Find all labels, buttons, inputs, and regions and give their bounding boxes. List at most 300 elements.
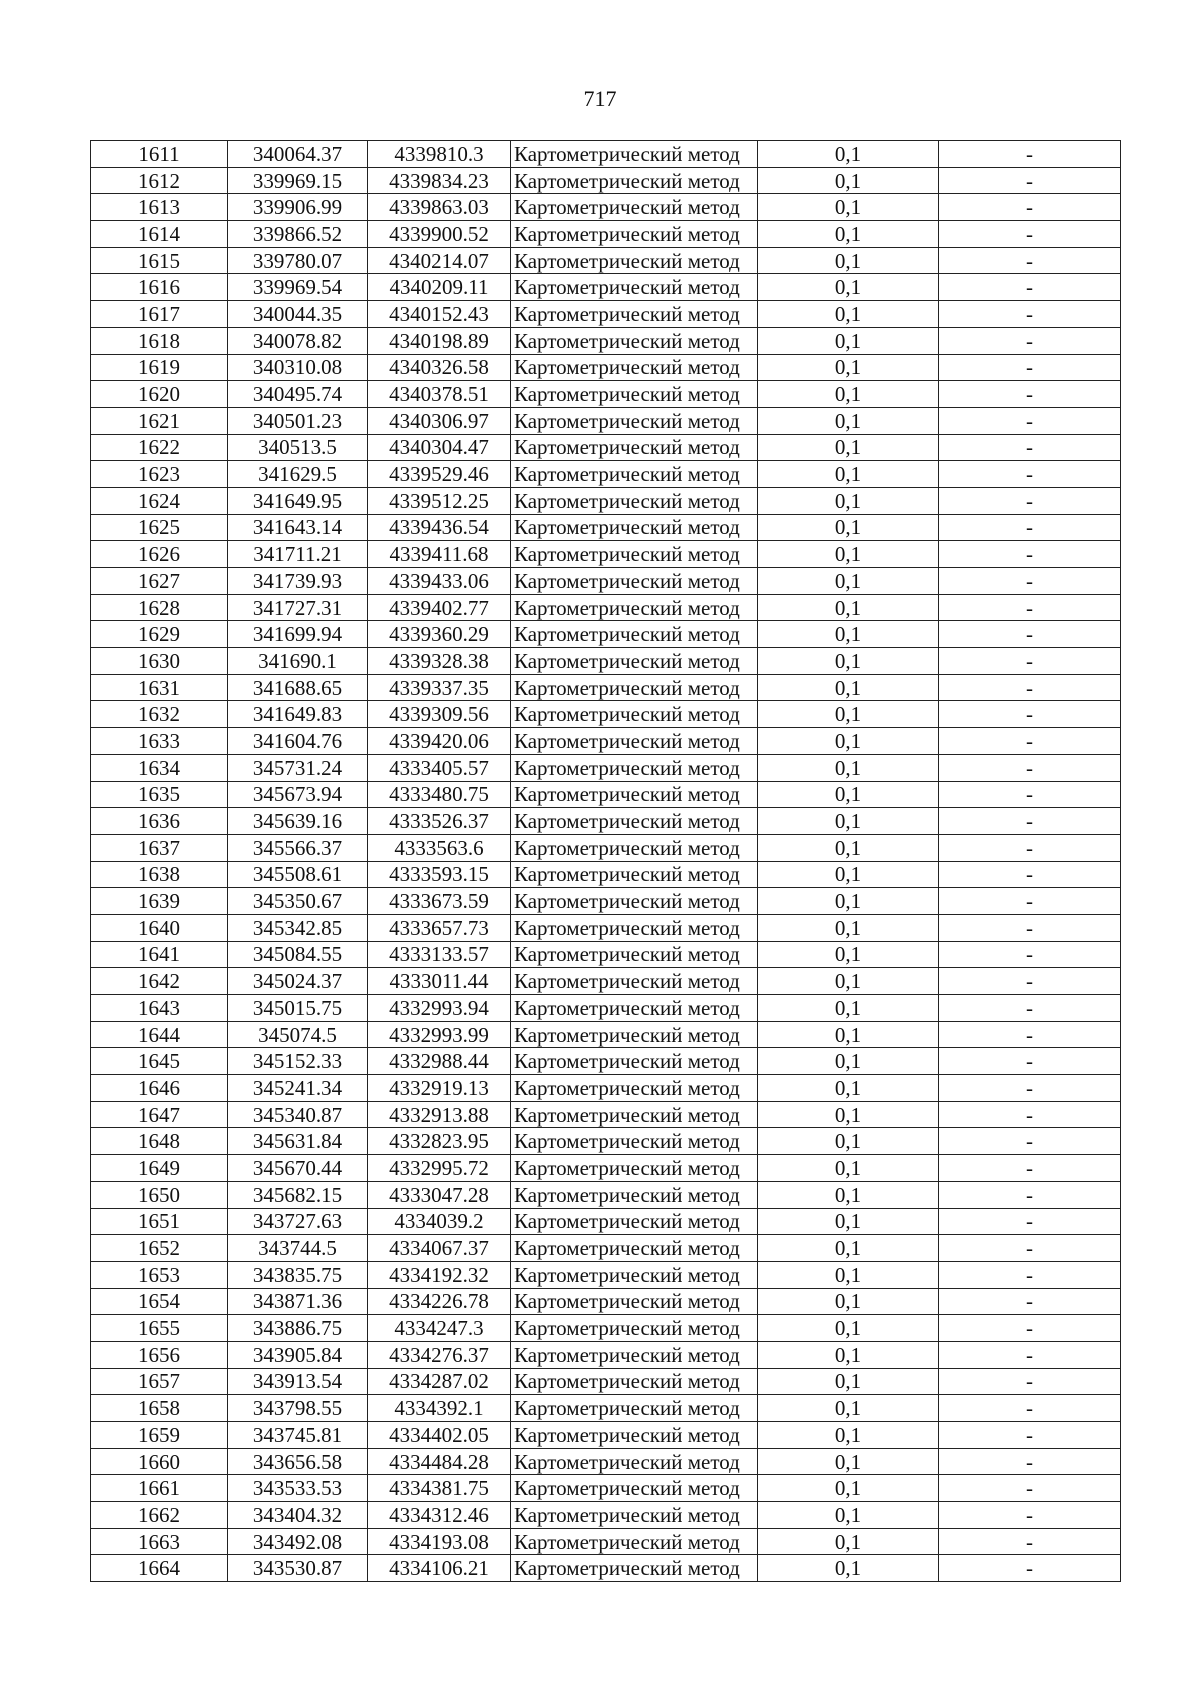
table-row	[91, 167, 1121, 194]
method-cell: Картометрический метод	[511, 434, 758, 461]
point-number-cell: 1625	[91, 514, 228, 541]
method-cell: Картометрический метод	[511, 1101, 758, 1128]
method-cell: Картометрический метод	[511, 1395, 758, 1422]
point-number-cell: 1633	[91, 728, 228, 755]
table-row	[91, 621, 1121, 648]
accuracy-cell: 0,1	[758, 1181, 939, 1208]
note-cell: -	[939, 274, 1121, 301]
note-cell: -	[939, 1395, 1121, 1422]
accuracy-cell: 0,1	[758, 327, 939, 354]
y-coordinate-cell: 4332993.99	[368, 1021, 511, 1048]
note-cell: -	[939, 861, 1121, 888]
x-coordinate-cell: 345566.37	[228, 834, 368, 861]
point-number-cell: 1620	[91, 381, 228, 408]
y-coordinate-cell: 4332988.44	[368, 1048, 511, 1075]
note-cell: -	[939, 808, 1121, 835]
accuracy-cell: 0,1	[758, 514, 939, 541]
point-number-cell: 1643	[91, 995, 228, 1022]
y-coordinate-cell: 4340209.11	[368, 274, 511, 301]
y-coordinate-cell: 4339309.56	[368, 701, 511, 728]
note-cell: -	[939, 194, 1121, 221]
y-coordinate-cell: 4333405.57	[368, 754, 511, 781]
accuracy-cell: 0,1	[758, 1128, 939, 1155]
x-coordinate-cell: 341604.76	[228, 728, 368, 755]
accuracy-cell: 0,1	[758, 568, 939, 595]
point-number-cell: 1655	[91, 1315, 228, 1342]
x-coordinate-cell: 345670.44	[228, 1155, 368, 1182]
table-row	[91, 1555, 1121, 1582]
accuracy-cell: 0,1	[758, 1422, 939, 1449]
method-cell: Картометрический метод	[511, 941, 758, 968]
accuracy-cell: 0,1	[758, 728, 939, 755]
y-coordinate-cell: 4333563.6	[368, 834, 511, 861]
point-number-cell: 1640	[91, 914, 228, 941]
table-row	[91, 1075, 1121, 1102]
point-number-cell: 1613	[91, 194, 228, 221]
x-coordinate-cell: 340501.23	[228, 407, 368, 434]
table-row	[91, 194, 1121, 221]
table-row	[91, 434, 1121, 461]
table-row	[91, 354, 1121, 381]
method-cell: Картометрический метод	[511, 1422, 758, 1449]
accuracy-cell: 0,1	[758, 781, 939, 808]
table-row	[91, 1128, 1121, 1155]
note-cell: -	[939, 1128, 1121, 1155]
point-number-cell: 1611	[91, 141, 228, 168]
point-number-cell: 1647	[91, 1101, 228, 1128]
table-row	[91, 594, 1121, 621]
note-cell: -	[939, 221, 1121, 248]
accuracy-cell: 0,1	[758, 888, 939, 915]
note-cell: -	[939, 407, 1121, 434]
accuracy-cell: 0,1	[758, 1235, 939, 1262]
method-cell: Картометрический метод	[511, 1075, 758, 1102]
point-number-cell: 1626	[91, 541, 228, 568]
method-cell: Картометрический метод	[511, 194, 758, 221]
note-cell: -	[939, 701, 1121, 728]
table-row	[91, 514, 1121, 541]
note-cell: -	[939, 1021, 1121, 1048]
method-cell: Картометрический метод	[511, 1235, 758, 1262]
accuracy-cell: 0,1	[758, 968, 939, 995]
x-coordinate-cell: 345241.34	[228, 1075, 368, 1102]
y-coordinate-cell: 4334392.1	[368, 1395, 511, 1422]
note-cell: -	[939, 1368, 1121, 1395]
note-cell: -	[939, 995, 1121, 1022]
method-cell: Картометрический метод	[511, 995, 758, 1022]
table-row	[91, 1315, 1121, 1342]
point-number-cell: 1624	[91, 487, 228, 514]
accuracy-cell: 0,1	[758, 674, 939, 701]
y-coordinate-cell: 4334226.78	[368, 1288, 511, 1315]
note-cell: -	[939, 1528, 1121, 1555]
note-cell: -	[939, 1341, 1121, 1368]
note-cell: -	[939, 728, 1121, 755]
note-cell: -	[939, 1235, 1121, 1262]
point-number-cell: 1650	[91, 1181, 228, 1208]
method-cell: Картометрический метод	[511, 1368, 758, 1395]
note-cell: -	[939, 648, 1121, 675]
accuracy-cell: 0,1	[758, 1315, 939, 1342]
y-coordinate-cell: 4339863.03	[368, 194, 511, 221]
point-number-cell: 1630	[91, 648, 228, 675]
note-cell: -	[939, 1315, 1121, 1342]
x-coordinate-cell: 345152.33	[228, 1048, 368, 1075]
y-coordinate-cell: 4332913.88	[368, 1101, 511, 1128]
note-cell: -	[939, 941, 1121, 968]
table-row	[91, 1208, 1121, 1235]
point-number-cell: 1654	[91, 1288, 228, 1315]
y-coordinate-cell: 4334193.08	[368, 1528, 511, 1555]
accuracy-cell: 0,1	[758, 594, 939, 621]
accuracy-cell: 0,1	[758, 834, 939, 861]
accuracy-cell: 0,1	[758, 1475, 939, 1502]
accuracy-cell: 0,1	[758, 1502, 939, 1529]
y-coordinate-cell: 4339337.35	[368, 674, 511, 701]
accuracy-cell: 0,1	[758, 1155, 939, 1182]
accuracy-cell: 0,1	[758, 541, 939, 568]
note-cell: -	[939, 1101, 1121, 1128]
method-cell: Картометрический метод	[511, 167, 758, 194]
method-cell: Картометрический метод	[511, 968, 758, 995]
point-number-cell: 1664	[91, 1555, 228, 1582]
y-coordinate-cell: 4333133.57	[368, 941, 511, 968]
table-row	[91, 1395, 1121, 1422]
note-cell: -	[939, 461, 1121, 488]
accuracy-cell: 0,1	[758, 1101, 939, 1128]
y-coordinate-cell: 4339900.52	[368, 221, 511, 248]
method-cell: Картометрический метод	[511, 327, 758, 354]
point-number-cell: 1645	[91, 1048, 228, 1075]
y-coordinate-cell: 4334067.37	[368, 1235, 511, 1262]
accuracy-cell: 0,1	[758, 354, 939, 381]
x-coordinate-cell: 343530.87	[228, 1555, 368, 1582]
x-coordinate-cell: 339866.52	[228, 221, 368, 248]
y-coordinate-cell: 4333011.44	[368, 968, 511, 995]
note-cell: -	[939, 354, 1121, 381]
accuracy-cell: 0,1	[758, 1555, 939, 1582]
method-cell: Картометрический метод	[511, 407, 758, 434]
x-coordinate-cell: 343905.84	[228, 1341, 368, 1368]
accuracy-cell: 0,1	[758, 1021, 939, 1048]
method-cell: Картометрический метод	[511, 674, 758, 701]
y-coordinate-cell: 4334287.02	[368, 1368, 511, 1395]
x-coordinate-cell: 341690.1	[228, 648, 368, 675]
x-coordinate-cell: 345508.61	[228, 861, 368, 888]
table-row	[91, 274, 1121, 301]
point-number-cell: 1638	[91, 861, 228, 888]
accuracy-cell: 0,1	[758, 1395, 939, 1422]
x-coordinate-cell: 341688.65	[228, 674, 368, 701]
y-coordinate-cell: 4339402.77	[368, 594, 511, 621]
accuracy-cell: 0,1	[758, 141, 939, 168]
y-coordinate-cell: 4334381.75	[368, 1475, 511, 1502]
accuracy-cell: 0,1	[758, 621, 939, 648]
y-coordinate-cell: 4332995.72	[368, 1155, 511, 1182]
y-coordinate-cell: 4334276.37	[368, 1341, 511, 1368]
x-coordinate-cell: 341649.95	[228, 487, 368, 514]
y-coordinate-cell: 4339529.46	[368, 461, 511, 488]
method-cell: Картометрический метод	[511, 1555, 758, 1582]
table-row	[91, 1475, 1121, 1502]
table-row	[91, 1261, 1121, 1288]
point-number-cell: 1651	[91, 1208, 228, 1235]
y-coordinate-cell: 4340306.97	[368, 407, 511, 434]
table-row	[91, 888, 1121, 915]
method-cell: Картометрический метод	[511, 141, 758, 168]
x-coordinate-cell: 341739.93	[228, 568, 368, 595]
y-coordinate-cell: 4333593.15	[368, 861, 511, 888]
note-cell: -	[939, 621, 1121, 648]
method-cell: Картометрический метод	[511, 1261, 758, 1288]
y-coordinate-cell: 4339834.23	[368, 167, 511, 194]
point-number-cell: 1642	[91, 968, 228, 995]
accuracy-cell: 0,1	[758, 1075, 939, 1102]
table-row	[91, 701, 1121, 728]
method-cell: Картометрический метод	[511, 888, 758, 915]
method-cell: Картометрический метод	[511, 594, 758, 621]
table-row	[91, 407, 1121, 434]
method-cell: Картометрический метод	[511, 728, 758, 755]
accuracy-cell: 0,1	[758, 941, 939, 968]
method-cell: Картометрический метод	[511, 487, 758, 514]
note-cell: -	[939, 514, 1121, 541]
accuracy-cell: 0,1	[758, 381, 939, 408]
method-cell: Картометрический метод	[511, 1155, 758, 1182]
point-number-cell: 1641	[91, 941, 228, 968]
point-number-cell: 1652	[91, 1235, 228, 1262]
point-number-cell: 1662	[91, 1502, 228, 1529]
x-coordinate-cell: 343745.81	[228, 1422, 368, 1449]
x-coordinate-cell: 345639.16	[228, 808, 368, 835]
table-row	[91, 941, 1121, 968]
y-coordinate-cell: 4334192.32	[368, 1261, 511, 1288]
point-number-cell: 1616	[91, 274, 228, 301]
note-cell: -	[939, 1422, 1121, 1449]
note-cell: -	[939, 914, 1121, 941]
table-row	[91, 247, 1121, 274]
note-cell: -	[939, 541, 1121, 568]
point-number-cell: 1660	[91, 1448, 228, 1475]
table-row	[91, 781, 1121, 808]
note-cell: -	[939, 1261, 1121, 1288]
point-number-cell: 1639	[91, 888, 228, 915]
x-coordinate-cell: 343744.5	[228, 1235, 368, 1262]
y-coordinate-cell: 4339433.06	[368, 568, 511, 595]
table-row	[91, 1528, 1121, 1555]
x-coordinate-cell: 345084.55	[228, 941, 368, 968]
x-coordinate-cell: 345682.15	[228, 1181, 368, 1208]
note-cell: -	[939, 888, 1121, 915]
x-coordinate-cell: 341643.14	[228, 514, 368, 541]
accuracy-cell: 0,1	[758, 274, 939, 301]
x-coordinate-cell: 341629.5	[228, 461, 368, 488]
note-cell: -	[939, 1475, 1121, 1502]
table-row	[91, 995, 1121, 1022]
x-coordinate-cell: 343404.32	[228, 1502, 368, 1529]
accuracy-cell: 0,1	[758, 1528, 939, 1555]
point-number-cell: 1622	[91, 434, 228, 461]
y-coordinate-cell: 4334312.46	[368, 1502, 511, 1529]
method-cell: Картометрический метод	[511, 754, 758, 781]
point-number-cell: 1618	[91, 327, 228, 354]
y-coordinate-cell: 4340214.07	[368, 247, 511, 274]
x-coordinate-cell: 339780.07	[228, 247, 368, 274]
method-cell: Картометрический метод	[511, 514, 758, 541]
point-number-cell: 1623	[91, 461, 228, 488]
point-number-cell: 1631	[91, 674, 228, 701]
page-number: 717	[583, 86, 617, 111]
y-coordinate-cell: 4334106.21	[368, 1555, 511, 1582]
point-number-cell: 1614	[91, 221, 228, 248]
method-cell: Картометрический метод	[511, 354, 758, 381]
table-row	[91, 648, 1121, 675]
x-coordinate-cell: 340310.08	[228, 354, 368, 381]
x-coordinate-cell: 343886.75	[228, 1315, 368, 1342]
table-row	[91, 808, 1121, 835]
coordinates-table	[90, 140, 1121, 1582]
point-number-cell: 1635	[91, 781, 228, 808]
accuracy-cell: 0,1	[758, 914, 939, 941]
x-coordinate-cell: 343913.54	[228, 1368, 368, 1395]
method-cell: Картометрический метод	[511, 1475, 758, 1502]
y-coordinate-cell: 4339436.54	[368, 514, 511, 541]
method-cell: Картометрический метод	[511, 1288, 758, 1315]
y-coordinate-cell: 4339512.25	[368, 487, 511, 514]
y-coordinate-cell: 4340198.89	[368, 327, 511, 354]
method-cell: Картометрический метод	[511, 621, 758, 648]
table-row	[91, 1048, 1121, 1075]
table-row	[91, 221, 1121, 248]
method-cell: Картометрический метод	[511, 914, 758, 941]
accuracy-cell: 0,1	[758, 754, 939, 781]
point-number-cell: 1632	[91, 701, 228, 728]
coordinates-table-body	[91, 141, 1121, 1582]
method-cell: Картометрический метод	[511, 701, 758, 728]
note-cell: -	[939, 1075, 1121, 1102]
method-cell: Картометрический метод	[511, 541, 758, 568]
method-cell: Картометрический метод	[511, 1208, 758, 1235]
note-cell: -	[939, 1555, 1121, 1582]
accuracy-cell: 0,1	[758, 1341, 939, 1368]
method-cell: Картометрический метод	[511, 1502, 758, 1529]
x-coordinate-cell: 345340.87	[228, 1101, 368, 1128]
y-coordinate-cell: 4339328.38	[368, 648, 511, 675]
accuracy-cell: 0,1	[758, 1288, 939, 1315]
y-coordinate-cell: 4332993.94	[368, 995, 511, 1022]
x-coordinate-cell: 345024.37	[228, 968, 368, 995]
y-coordinate-cell: 4334484.28	[368, 1448, 511, 1475]
method-cell: Картометрический метод	[511, 834, 758, 861]
table-row	[91, 541, 1121, 568]
note-cell: -	[939, 1181, 1121, 1208]
x-coordinate-cell: 345074.5	[228, 1021, 368, 1048]
point-number-cell: 1657	[91, 1368, 228, 1395]
table-row	[91, 674, 1121, 701]
y-coordinate-cell: 4339810.3	[368, 141, 511, 168]
accuracy-cell: 0,1	[758, 861, 939, 888]
accuracy-cell: 0,1	[758, 995, 939, 1022]
y-coordinate-cell: 4333480.75	[368, 781, 511, 808]
y-coordinate-cell: 4339420.06	[368, 728, 511, 755]
x-coordinate-cell: 339969.54	[228, 274, 368, 301]
point-number-cell: 1627	[91, 568, 228, 595]
note-cell: -	[939, 1288, 1121, 1315]
accuracy-cell: 0,1	[758, 461, 939, 488]
note-cell: -	[939, 594, 1121, 621]
point-number-cell: 1637	[91, 834, 228, 861]
note-cell: -	[939, 247, 1121, 274]
x-coordinate-cell: 345731.24	[228, 754, 368, 781]
table-row	[91, 1235, 1121, 1262]
x-coordinate-cell: 345015.75	[228, 995, 368, 1022]
point-number-cell: 1634	[91, 754, 228, 781]
accuracy-cell: 0,1	[758, 1208, 939, 1235]
table-row	[91, 1181, 1121, 1208]
point-number-cell: 1658	[91, 1395, 228, 1422]
accuracy-cell: 0,1	[758, 407, 939, 434]
point-number-cell: 1628	[91, 594, 228, 621]
method-cell: Картометрический метод	[511, 861, 758, 888]
table-row	[91, 914, 1121, 941]
accuracy-cell: 0,1	[758, 1261, 939, 1288]
y-coordinate-cell: 4334247.3	[368, 1315, 511, 1342]
note-cell: -	[939, 1448, 1121, 1475]
table-row	[91, 568, 1121, 595]
x-coordinate-cell: 341727.31	[228, 594, 368, 621]
method-cell: Картометрический метод	[511, 781, 758, 808]
x-coordinate-cell: 340495.74	[228, 381, 368, 408]
point-number-cell: 1653	[91, 1261, 228, 1288]
x-coordinate-cell: 345631.84	[228, 1128, 368, 1155]
method-cell: Картометрический метод	[511, 1128, 758, 1155]
table-row	[91, 861, 1121, 888]
table-row	[91, 301, 1121, 328]
accuracy-cell: 0,1	[758, 808, 939, 835]
method-cell: Картометрический метод	[511, 274, 758, 301]
accuracy-cell: 0,1	[758, 1448, 939, 1475]
x-coordinate-cell: 345342.85	[228, 914, 368, 941]
y-coordinate-cell: 4340378.51	[368, 381, 511, 408]
accuracy-cell: 0,1	[758, 487, 939, 514]
y-coordinate-cell: 4340326.58	[368, 354, 511, 381]
method-cell: Картометрический метод	[511, 247, 758, 274]
table-row	[91, 461, 1121, 488]
x-coordinate-cell: 341711.21	[228, 541, 368, 568]
table-row	[91, 327, 1121, 354]
table-row	[91, 1448, 1121, 1475]
accuracy-cell: 0,1	[758, 247, 939, 274]
accuracy-cell: 0,1	[758, 221, 939, 248]
method-cell: Картометрический метод	[511, 1048, 758, 1075]
note-cell: -	[939, 434, 1121, 461]
accuracy-cell: 0,1	[758, 701, 939, 728]
note-cell: -	[939, 141, 1121, 168]
note-cell: -	[939, 674, 1121, 701]
x-coordinate-cell: 340513.5	[228, 434, 368, 461]
note-cell: -	[939, 1502, 1121, 1529]
point-number-cell: 1612	[91, 167, 228, 194]
y-coordinate-cell: 4334039.2	[368, 1208, 511, 1235]
x-coordinate-cell: 340078.82	[228, 327, 368, 354]
x-coordinate-cell: 345673.94	[228, 781, 368, 808]
accuracy-cell: 0,1	[758, 648, 939, 675]
point-number-cell: 1621	[91, 407, 228, 434]
table-row	[91, 141, 1121, 168]
point-number-cell: 1617	[91, 301, 228, 328]
y-coordinate-cell: 4333657.73	[368, 914, 511, 941]
table-row	[91, 1155, 1121, 1182]
